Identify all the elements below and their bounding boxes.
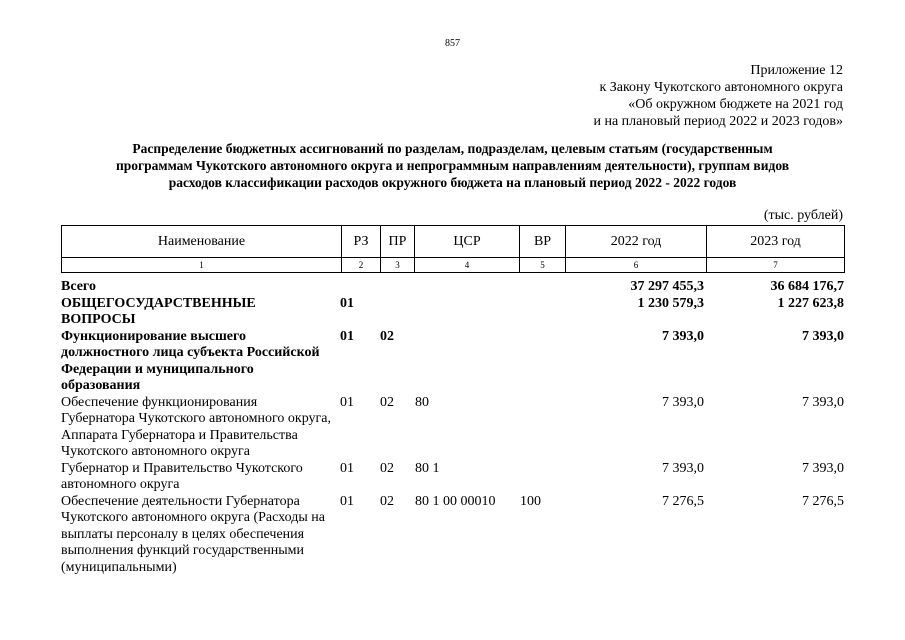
header-pr: ПР [381, 226, 415, 258]
table-row [61, 395, 844, 461]
table-row [61, 329, 844, 395]
table-row [61, 279, 844, 296]
header-row [62, 226, 845, 258]
header-num-1: 1 [62, 258, 342, 273]
page-number: 857 [445, 38, 460, 49]
header-rz: РЗ [342, 226, 381, 258]
header-num-7: 7 [707, 258, 845, 273]
header-num-2: 2 [342, 258, 381, 273]
row-name: Функционирование высшего должностного лица субъекта Российской Федерации и муниципального образования [61, 328, 320, 393]
appendix-header [593, 62, 843, 130]
row-pr: 02 [380, 460, 394, 476]
row-value-2022: 7 393,0 [662, 394, 704, 410]
row-rz: 01 [340, 328, 354, 344]
row-name: Обеспечение деятельности Губернатора Чукотского автономного округа (Расходы на выплаты персоналу в целях обеспечения выполнения функций государственными (муниципальными) [61, 493, 325, 575]
title-line-2: программам Чукотского автономного округа и непрограммным направлениям деятельности), группам видов [115, 158, 790, 173]
table-header [61, 225, 845, 273]
row-rz: 01 [340, 460, 354, 476]
header-num-4: 4 [415, 258, 520, 273]
row-value-2022: 7 393,0 [662, 460, 704, 476]
row-value-2023: 1 227 623,8 [777, 295, 844, 311]
row-csr: 80 1 [415, 460, 440, 476]
header-year-2022: 2022 год [566, 226, 707, 258]
table-body [61, 279, 844, 576]
row-rz: 01 [340, 394, 354, 410]
row-rz: 01 [340, 295, 354, 311]
appendix-line-3: «Об окружном бюджете на 2021 год [628, 97, 843, 112]
row-value-2023: 7 276,5 [802, 493, 844, 509]
row-value-2022: 7 276,5 [662, 493, 704, 509]
row-value-2022: 1 230 579,3 [637, 295, 704, 311]
row-name: Всего [61, 279, 96, 294]
row-name: Обеспечение функционирования Губернатора Чукотского автономного округа, Аппарата Губернатора и Правительства Чукотского автономного округа [61, 394, 331, 459]
row-csr: 80 1 00 00010 [415, 493, 496, 509]
header-vr: ВР [520, 226, 566, 258]
title-line-3: расходов классификации расходов окружного бюджета на плановый период 2022 - 2022 годов [168, 175, 737, 190]
document-title [40, 140, 865, 191]
table-row [61, 461, 844, 494]
table-row [61, 296, 844, 329]
row-csr: 80 [415, 394, 429, 410]
header-csr: ЦСР [415, 226, 520, 258]
units-label: (тыс. рублей) [763, 208, 843, 223]
appendix-line-1: Приложение 12 [750, 63, 843, 78]
row-pr: 02 [380, 328, 394, 344]
row-value-2023: 7 393,0 [802, 460, 844, 476]
header-num-6: 6 [566, 258, 707, 273]
appendix-line-2: к Закону Чукотского автономного округа [599, 80, 843, 95]
row-name: ОБЩЕГОСУДАРСТВЕННЫЕ ВОПРОСЫ [61, 295, 256, 327]
header-name: Наименование [62, 226, 342, 258]
appendix-line-4: и на плановый период 2022 и 2023 годов» [593, 114, 843, 129]
table-row [61, 494, 844, 577]
row-vr: 100 [520, 493, 541, 509]
row-pr: 02 [380, 394, 394, 410]
row-value-2022: 7 393,0 [662, 328, 704, 344]
row-rz: 01 [340, 493, 354, 509]
header-year-2023: 2023 год [707, 226, 845, 258]
row-value-2023: 7 393,0 [802, 328, 844, 344]
row-value-2023: 36 684 176,7 [770, 279, 844, 294]
row-value-2022: 37 297 455,3 [630, 279, 704, 294]
row-name: Губернатор и Правительство Чукотского автономного округа [61, 460, 303, 492]
header-number-row [62, 258, 845, 273]
row-value-2023: 7 393,0 [802, 394, 844, 410]
title-line-1: Распределение бюджетных ассигнований по разделам, подразделам, целевым статьям (государственным [132, 141, 773, 156]
row-pr: 02 [380, 493, 394, 509]
header-num-5: 5 [520, 258, 566, 273]
header-num-3: 3 [381, 258, 415, 273]
